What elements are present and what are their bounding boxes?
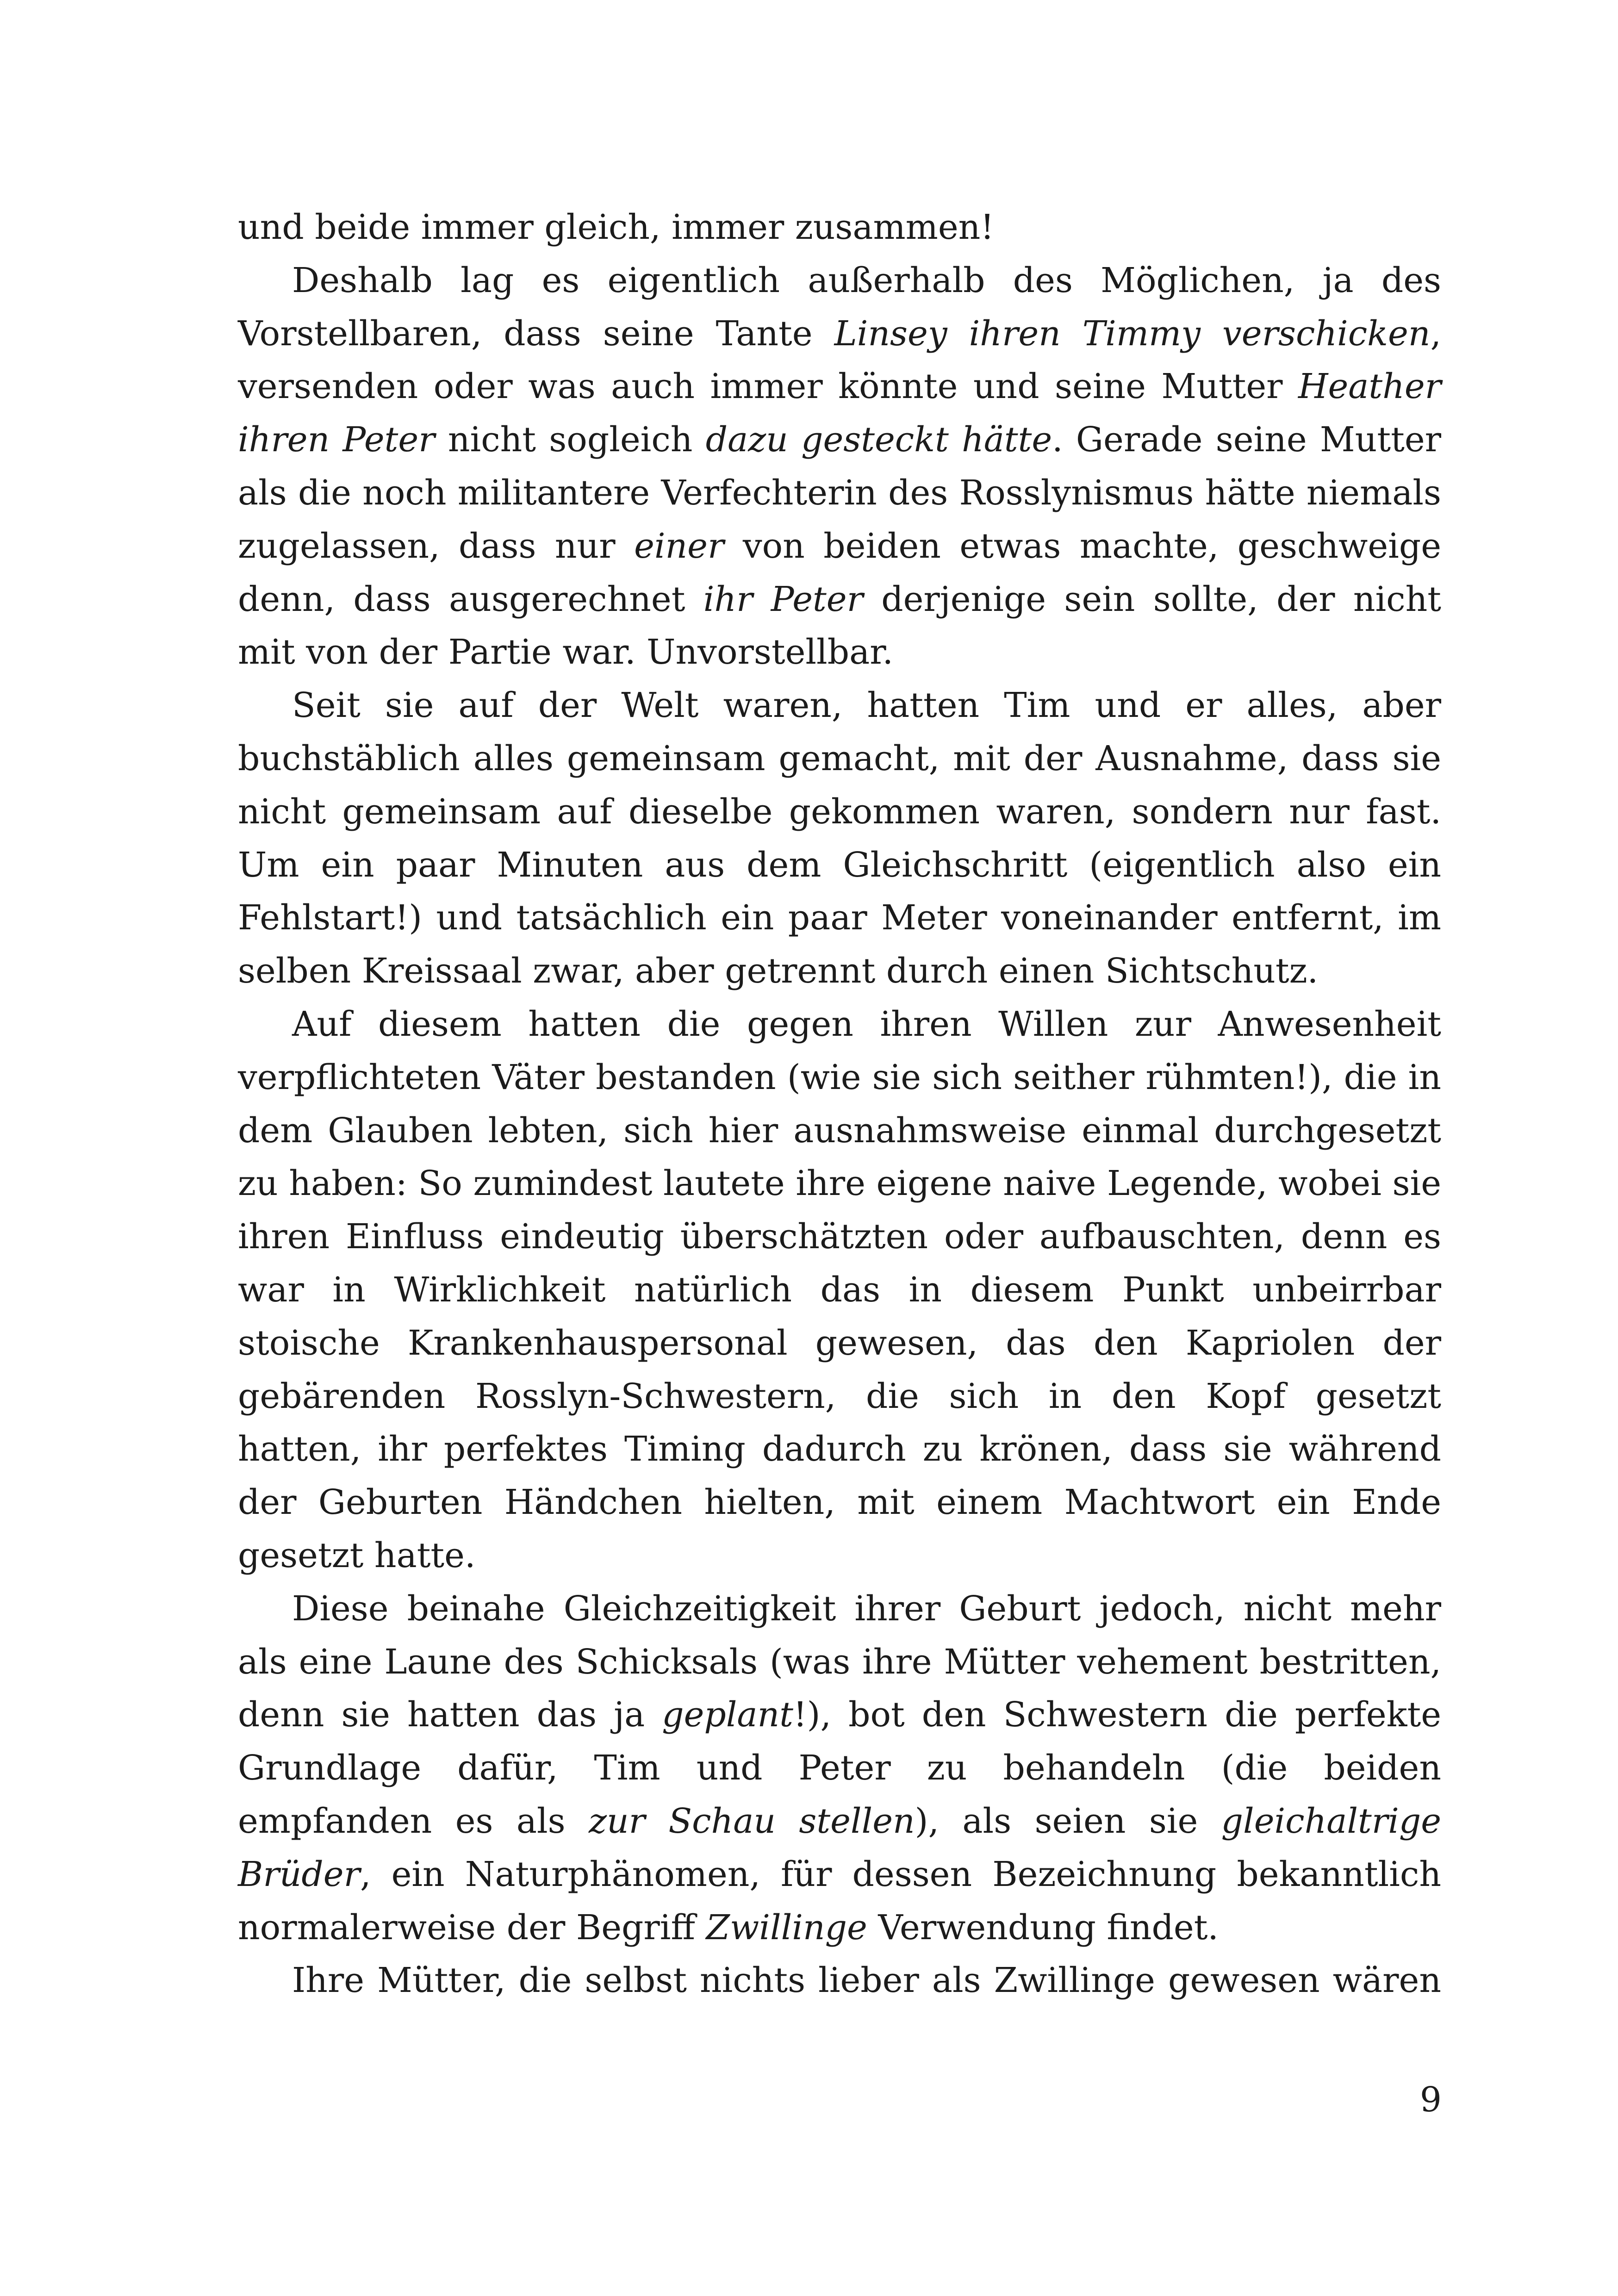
paragraph xyxy=(238,679,1441,998)
italic-phrase: ihr Peter xyxy=(703,579,863,619)
text-run: ), als seien sie xyxy=(915,1801,1221,1841)
body-text xyxy=(238,201,1441,2007)
text-run: Verwendung findet. xyxy=(867,1907,1219,1948)
text-run: , versenden oder was auch immer könnte und seine Mutter xyxy=(238,313,1441,407)
text-run: nicht sogleich xyxy=(435,420,706,460)
text-run: von beiden etwas machte, geschweige denn, dass ausgerechnet xyxy=(238,526,1441,619)
text-run: Ihre Mütter, die selbst nichts lieber als Zwillinge gewesen wären xyxy=(292,1960,1441,2001)
italic-phrase: Heather ihren Peter xyxy=(238,367,1441,460)
italic-phrase: Linsey ihren Timmy verschicken xyxy=(834,313,1431,354)
italic-phrase: Zwillinge xyxy=(706,1907,867,1948)
italic-phrase: gleichaltrige Brüder xyxy=(238,1801,1441,1894)
text-run: Auf diesem hatten die gegen ihren Willen zur Anwesenheit verpflichteten Väter bestanden (wie sie sich seither rühmten!), die in dem Glauben lebten, sich hier ausnahmsweise einmal durchgesetzt zu haben: So zumindest lautete ihre eigene naive Legende, wobei sie ihren Einfluss eindeutig überschätzten oder aufbauschten, denn es war in Wirklichkeit natürlich das in diesem Punkt unbeirrbar stoische Krankenhauspersonal gewesen, das den Kapriolen der gebärenden Rosslyn-Schwestern, die sich in den Kopf gesetzt hatten, ihr perfektes Timing dadurch zu krönen, dass sie während der Geburten Händchen hielten, mit einem Machtwort ein Ende gesetzt hatte. xyxy=(238,1004,1441,1575)
paragraph xyxy=(238,1582,1441,1954)
text-run: , ein Naturphänomen, für dessen Bezeichnung bekanntlich normalerweise der Begriff xyxy=(238,1854,1441,1948)
text-run: derjenige sein sollte, der nicht mit von der Partie war. Unvorstellbar. xyxy=(238,579,1442,672)
text-run: Deshalb lag es eigentlich außerhalb des Möglichen, ja des Vorstellbaren, dass seine Tante xyxy=(238,260,1441,354)
text-run: !), bot den Schwestern die perfekte Grundlage dafür, Tim und Peter zu behandeln (die beiden empfanden es als xyxy=(238,1695,1441,1841)
text-run: . Gerade seine Mutter als die noch militantere Verfechterin des Rosslynismus hätte niemals zugelassen, dass nur xyxy=(238,420,1441,566)
text-run: Diese beinahe Gleichzeitigkeit ihrer Geburt jedoch, nicht mehr als eine Laune des Schicksals (was ihre Mütter vehement bestritten, denn sie hatten das ja xyxy=(238,1588,1441,1735)
italic-phrase: einer xyxy=(634,526,724,566)
paragraph xyxy=(238,201,1441,254)
paragraph xyxy=(238,254,1441,679)
paragraph xyxy=(238,1954,1441,2007)
text-run: und beide immer gleich, immer zusammen! xyxy=(238,207,995,247)
italic-phrase: geplant xyxy=(662,1695,793,1735)
paragraph xyxy=(238,998,1441,1582)
text-run: Seit sie auf der Welt waren, hatten Tim und er alles, aber buchstäblich alles gemeinsam gemacht, mit der Ausnahme, dass sie nicht gemeinsam auf dieselbe gekommen waren, sondern nur fast. Um ein paar Minuten aus dem Gleichschritt (eigentlich also ein Fehlstart!) und tatsächlich ein paar Meter voneinander entfernt, im selben Kreissaal zwar, aber getrennt durch einen Sichtschutz. xyxy=(238,685,1441,991)
italic-phrase: zur Schau stellen xyxy=(589,1801,915,1841)
page-number: 9 xyxy=(1419,2080,1442,2120)
italic-phrase: dazu gesteckt hätte xyxy=(705,420,1052,460)
